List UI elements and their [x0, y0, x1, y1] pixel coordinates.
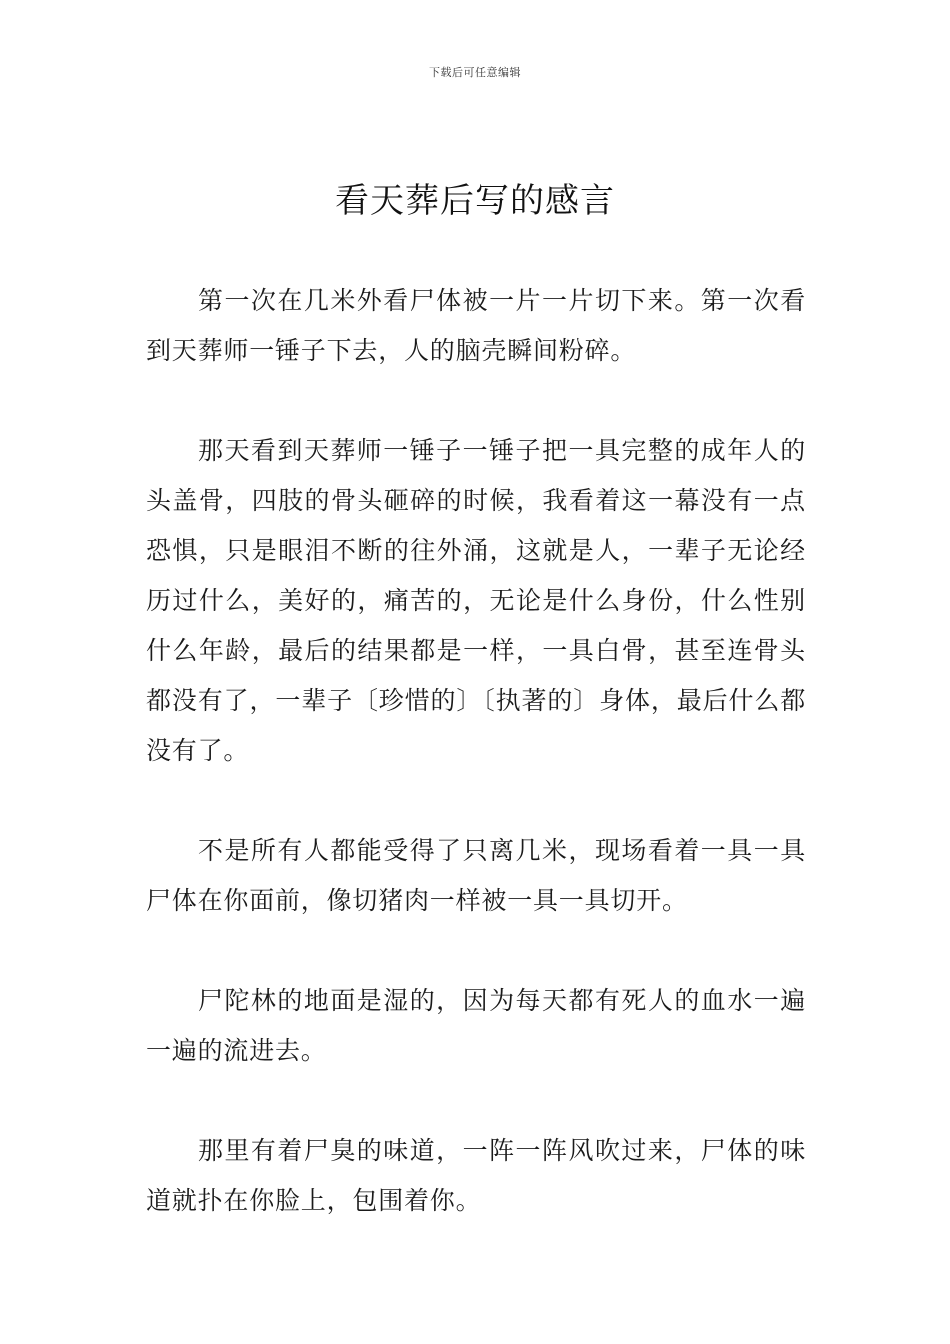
document-body — [146, 276, 806, 1226]
paragraph-4: 尸陀林的地面是湿的，因为每天都有死人的血水一遍一遍的流进去。 — [146, 986, 806, 1065]
paragraph-2: 那天看到天葬师一锤子一锤子把一具完整的成年人的头盖骨，四肢的骨头砸碎的时候，我看着这一幕没有一点恐惧，只是眼泪不断的往外涌，这就是人，一辈子无论经历过什么，美好的，痛苦的，无论是什么身份，什么性别什么年龄，最后的结果都是一样，一具白骨，甚至连骨头都没有了，一辈子〔珍惜的〕〔执著的〕身体，最后什么都没有了。 — [146, 436, 806, 765]
header-note: 下载后可任意编辑 — [429, 66, 521, 79]
document-title: 看天葬后写的感言 — [335, 181, 615, 221]
paragraph-5: 那里有着尸臭的味道，一阵一阵风吹过来，尸体的味道就扑在你脸上，包围着你。 — [146, 1136, 806, 1215]
paragraph-1: 第一次在几米外看尸体被一片一片切下来。第一次看到天葬师一锤子下去，人的脑壳瞬间粉碎。 — [146, 286, 806, 365]
paragraph-3: 不是所有人都能受得了只离几米，现场看着一具一具尸体在你面前，像切猪肉一样被一具一具切开。 — [146, 836, 806, 915]
